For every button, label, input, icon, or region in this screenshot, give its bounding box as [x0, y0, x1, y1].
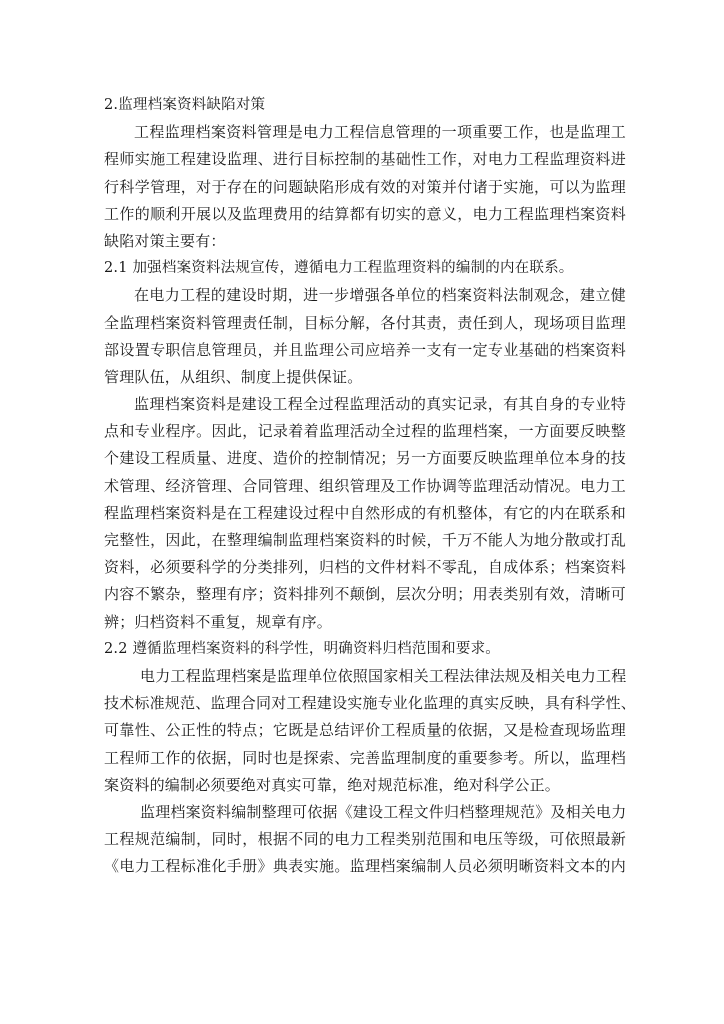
text-line: 个建设工程质量、进度、造价的控制情况；另一方面要反映监理单位本身的技 [104, 449, 626, 468]
text-line: 电力工程监理档案是监理单位依照国家相关工程法律法规及相关电力工程 [140, 666, 627, 685]
text-line: 工程监理档案资料管理是电力工程信息管理的一项重要工作，也是监理工 [134, 123, 626, 142]
section-heading: 2.2 遵循监理档案资料的科学性，明确资料归档范围和要求。 [104, 640, 500, 657]
document-body [104, 92, 637, 880]
text-line: 工程规范编制，同时，根据不同的电力工程类别范围和电压等级，可依照最新 [104, 830, 626, 849]
text-line: 案资料的编制必须要绝对真实可靠，绝对规范标准，绝对科学公正。 [104, 775, 561, 794]
text-line: 管理队伍，从组织、制度上提供保证。 [104, 367, 363, 386]
text-line: 监理档案资料是建设工程全过程监理活动的真实记录，有其自身的专业特 [134, 395, 626, 414]
text-line: 技术标准规范、监理合同对工程建设实施专业化监理的真实反映，具有科学性、 [104, 694, 637, 713]
text-line: 《电力工程标准化手册》典表实施。监理档案编制人员必须明晰资料文本的内 [104, 857, 626, 876]
text-line: 辨；归档资料不重复，规章有序。 [104, 612, 333, 631]
section-heading: 2.监理档案资料缺陷对策 [104, 97, 266, 113]
text-line: 可靠性、公正性的特点；它既是总结评价工程质量的依据，又是检查现场监理 [104, 721, 626, 740]
text-line: 程监理档案资料是在工程建设过程中自然形成的有机整体，有它的内在联系和 [104, 503, 626, 522]
text-line: 缺陷对策主要有： [104, 231, 226, 250]
text-line: 内容不繁杂，整理有序；资料排列不颠倒，层次分明；用表类别有效，清晰可 [104, 585, 626, 604]
text-line: 行科学管理，对于存在的问题缺陷形成有效的对策并付诸于实施，可以为监理 [104, 177, 626, 196]
text-line: 全监理档案资料管理责任制，目标分解，各付其责，责任到人，现场项目监理 [104, 313, 626, 332]
text-line: 资料，必须要科学的分类排列，归档的文件材料不零乱，自成体系；档案资料 [104, 558, 626, 577]
text-line: 点和专业程序。因此，记录着着监理活动全过程的监理档案，一方面要反映整 [104, 422, 626, 441]
text-line: 在电力工程的建设时期，进一步增强各单位的档案资料法制观念，建立健 [134, 286, 626, 305]
text-line: 监理档案资料编制整理可依据《建设工程文件归档整理规范》及相关电力 [140, 802, 627, 821]
text-line: 工作的顺利开展以及监理费用的结算都有切实的意义，电力工程监理档案资料 [104, 204, 626, 223]
text-line: 完整性，因此，在整理编制监理档案资料的时候，千万不能人为地分散或打乱 [104, 531, 626, 549]
section-heading: 2.1 加强档案资料法规宣传，遵循电力工程监理资料的编制的内在联系。 [104, 260, 574, 277]
text-line: 术管理、经济管理、合同管理、组织管理及工作协调等监理活动情况。电力工 [104, 476, 626, 495]
text-line: 工程师工作的依据，同时也是探索、完善监理制度的重要参考。所以，监理档 [104, 748, 626, 767]
text-line: 程师实施工程建设监理、进行目标控制的基础性工作，对电力工程监理资料进 [104, 150, 626, 169]
text-line: 部设置专职信息管理员，并且监理公司应培养一支有一定专业基础的档案资料 [104, 340, 626, 359]
